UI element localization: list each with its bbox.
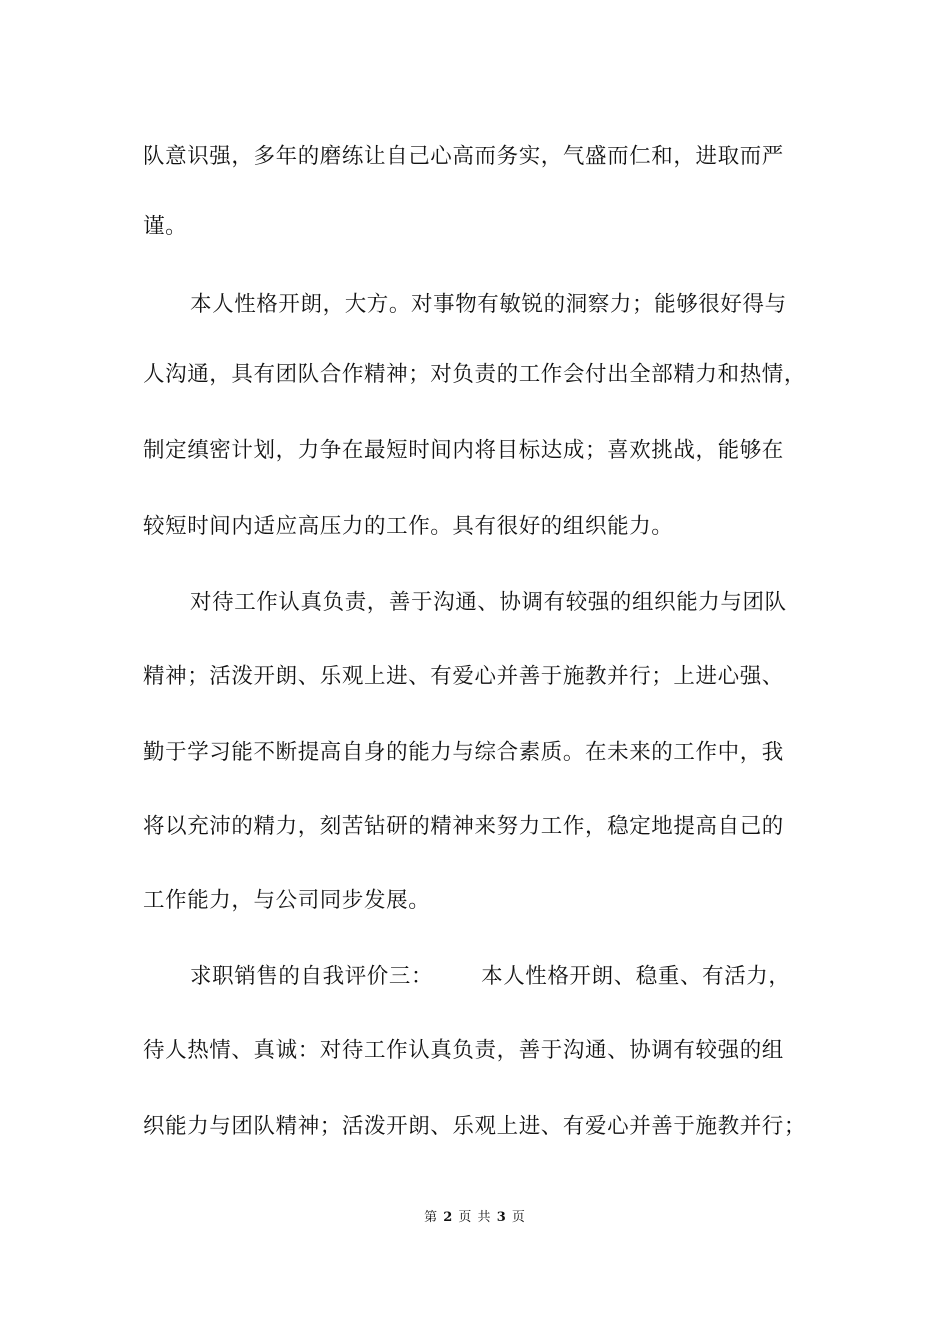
page-footer [0,1209,950,1227]
text-line: 谨。 [143,214,188,239]
total-pages-number: 3 [496,1210,507,1225]
text-line: 制定缜密计划，力争在最短时间内将目标达成；喜欢挑战，能够在 [143,438,784,463]
section-first-text: 本人性格开朗、稳重、有活力， [481,964,791,989]
text-line: 精神；活泼开朗、乐观上进、有爱心并善于施教并行；上进心强、 [143,664,784,689]
text-line: 工作能力，与公司同步发展。 [143,888,431,913]
text-line: 织能力与团队精神；活泼开朗、乐观上进、有爱心并善于施教并行； [143,1114,807,1139]
text-line: 人沟通，具有团队合作精神；对负责的工作会付出全部精力和热情， [143,362,807,387]
text-line: 将以充沛的精力，刻苦钻研的精神来努力工作，稳定地提高自己的 [143,814,784,839]
text-line: 勤于学习能不断提高自身的能力与综合素质。在未来的工作中，我 [143,740,784,765]
text-line: 队意识强，多年的磨练让自己心高而务实，气盛而仁和，进取而严 [143,144,784,169]
paragraph-start-line: 本人性格开朗，大方。对事物有敏锐的洞察力；能够很好得与 [190,292,787,317]
text-line: 待人热情、真诚：对待工作认真负责，善于沟通、协调有较强的组 [143,1038,784,1063]
section-heading-line [190,962,791,992]
text-line: 较短时间内适应高压力的工作。具有很好的组织能力。 [143,514,674,539]
current-page-number: 2 [443,1210,454,1225]
paragraph-start-line: 对待工作认真负责，善于沟通、协调有较强的组织能力与团队 [190,590,787,615]
section-heading: 求职销售的自我评价三： [190,964,434,989]
footer-suffix: 页 [511,1210,526,1225]
footer-prefix: 第 [424,1210,439,1225]
footer-middle: 页 共 [458,1210,492,1225]
